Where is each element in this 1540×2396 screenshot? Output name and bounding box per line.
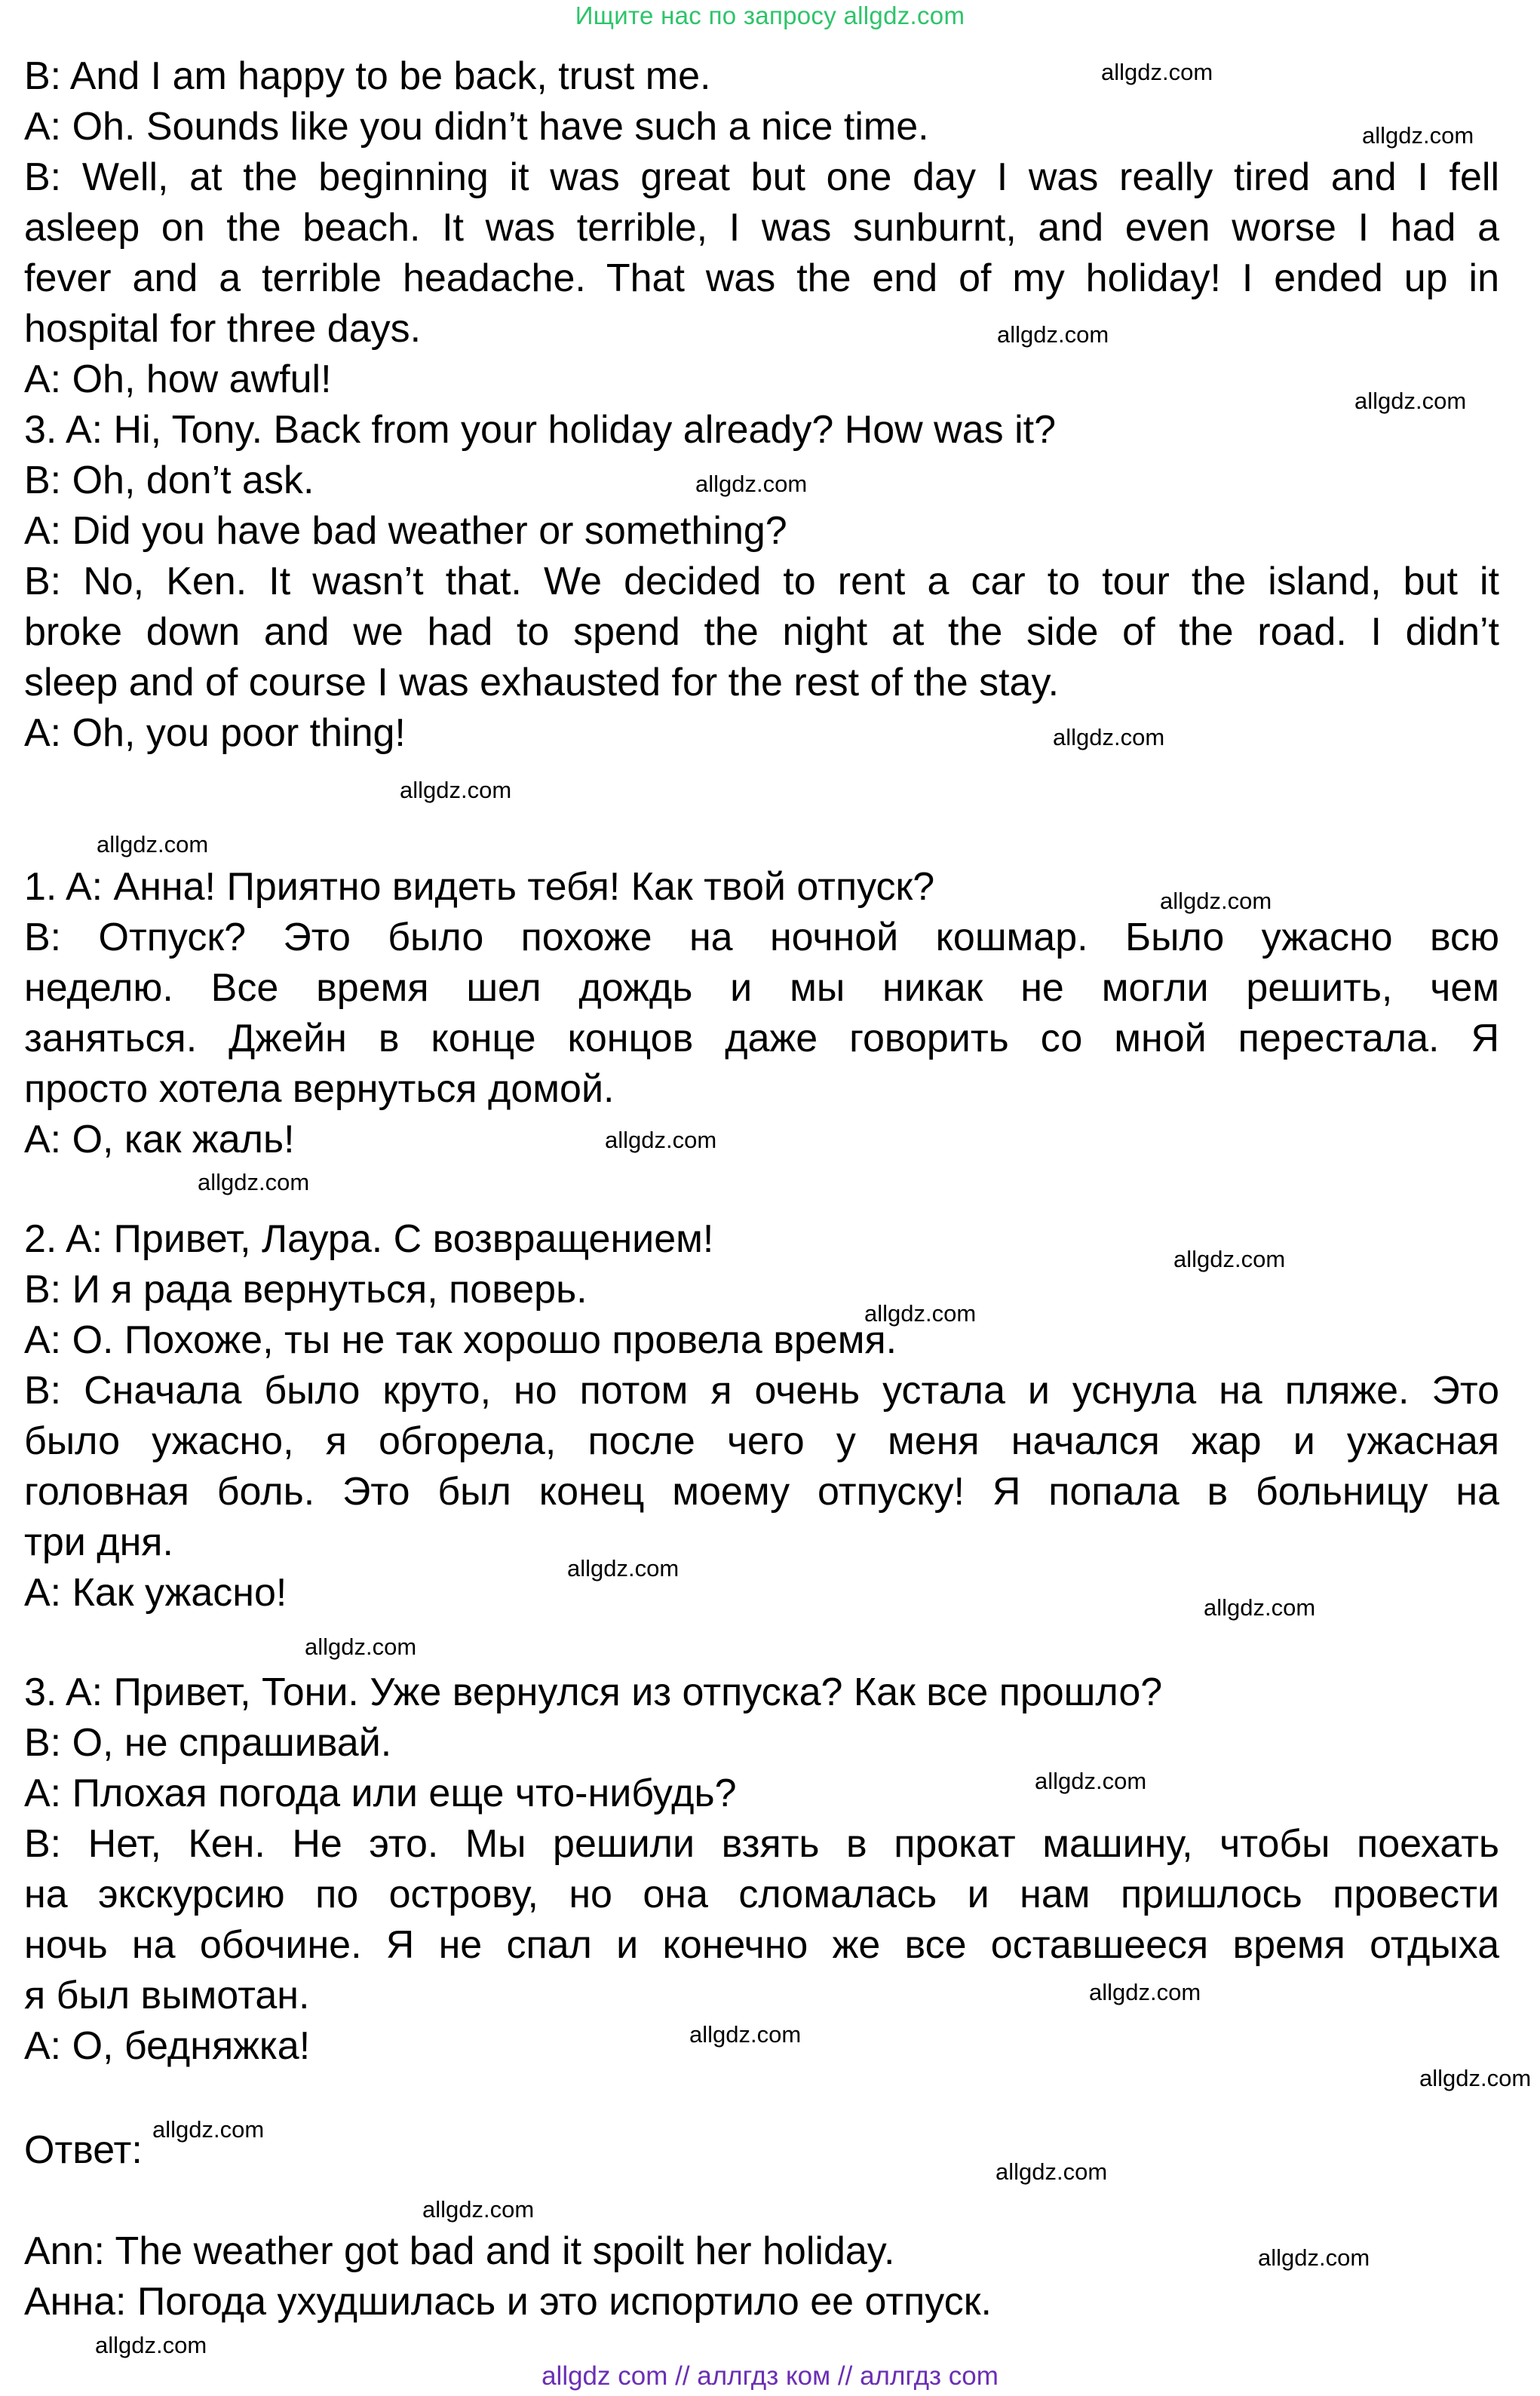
text-line: B: И я рада вернуться, поверь. <box>24 1268 587 1312</box>
footer-links[interactable]: allgdz com // аллгдз ком // аллгдз com <box>541 2361 999 2391</box>
watermark: allgdz.com <box>864 1300 977 1327</box>
answer-heading: Ответ: <box>24 2128 143 2172</box>
watermark: allgdz.com <box>198 1169 310 1195</box>
text-line: на экскурсию по острову, но она сломалась и нам пришлось провести <box>24 1873 1499 1916</box>
text-line: А: О, как жаль! <box>24 1118 295 1161</box>
text-line: A: О. Похоже, ты не так хорошо провела время. <box>24 1318 897 1362</box>
watermark: allgdz.com <box>305 1634 417 1660</box>
watermark: allgdz.com <box>689 2021 802 2048</box>
text-line: три дня. <box>24 1520 173 1564</box>
text-line: B: Отпуск? Это было похоже на ночной кошмар. Было ужасно всю <box>24 916 1499 959</box>
text-line: A: Did you have bad weather or something? <box>24 509 787 553</box>
watermark: allgdz.com <box>1204 1594 1316 1621</box>
text-line: A: О, бедняжка! <box>24 2024 311 2068</box>
watermark: allgdz.com <box>995 2158 1108 2185</box>
text-line: A: Как ужасно! <box>24 1571 287 1615</box>
text-line: я был вымотан. <box>24 1974 310 2017</box>
text-line: ночь на обочине. Я не спал и конечно же все оставшееся время отдыха <box>24 1923 1499 1967</box>
header-link[interactable]: Ищите нас по запросу allgdz.com <box>575 2 965 29</box>
text-line: головная боль. Это был конец моему отпуску! Я попала в больницу на <box>24 1470 1499 1514</box>
watermark: allgdz.com <box>1419 2065 1532 2091</box>
watermark: allgdz.com <box>152 2116 265 2143</box>
text-line: заняться. Джейн в конце концов даже говорить со мной перестала. Я <box>24 1017 1499 1060</box>
watermark: allgdz.com <box>422 2196 535 2223</box>
watermark: allgdz.com <box>1101 59 1213 85</box>
watermark: allgdz.com <box>605 1127 717 1153</box>
watermark: allgdz.com <box>1362 122 1474 149</box>
text-line: 1. A: Анна! Приятно видеть тебя! Как твой отпуск? <box>24 865 935 909</box>
watermark: allgdz.com <box>1053 724 1165 750</box>
text-line: B: Нет, Кен. Не это. Мы решили взять в прокат машину, чтобы поехать <box>24 1822 1499 1866</box>
watermark: allgdz.com <box>1354 388 1467 414</box>
answer-line: Анна: Погода ухудшилась и это испортило ее отпуск. <box>24 2280 992 2324</box>
watermark: allgdz.com <box>1089 1979 1201 2005</box>
text-line: A: Oh, how awful! <box>24 357 332 401</box>
text-line: B: Oh, don’t ask. <box>24 459 314 502</box>
text-line: 3. A: Hi, Tony. Back from your holiday already? How was it? <box>24 408 1057 452</box>
watermark: allgdz.com <box>1173 1246 1286 1272</box>
watermark: allgdz.com <box>400 777 512 803</box>
watermark: allgdz.com <box>95 2332 207 2358</box>
text-line: 3. A: Привет, Тони. Уже вернулся из отпуска? Как все прошло? <box>24 1670 1163 1714</box>
text-line: hospital for three days. <box>24 307 422 351</box>
watermark: allgdz.com <box>997 321 1109 348</box>
text-line: было ужасно, я обгорела, после чего у меня начался жар и ужасная <box>24 1419 1499 1463</box>
text-line: B: Well, at the beginning it was great but one day I was really tired and I fell <box>24 155 1499 199</box>
answer-line: Ann: The weather got bad and it spoilt her holiday. <box>24 2229 895 2273</box>
text-line: неделю. Все время шел дождь и мы никак не могли решить, чем <box>24 966 1499 1010</box>
watermark: allgdz.com <box>695 471 808 497</box>
watermark: allgdz.com <box>1160 888 1272 914</box>
text-line: B: Сначала было круто, но потом я очень устала и уснула на пляже. Это <box>24 1369 1499 1413</box>
text-line: sleep and of course I was exhausted for the rest of the stay. <box>24 661 1060 704</box>
text-line: просто хотела вернуться домой. <box>24 1067 615 1111</box>
text-line: B: О, не спрашивай. <box>24 1721 392 1765</box>
watermark: allgdz.com <box>97 831 209 857</box>
text-line: fever and a terrible headache. That was the end of my holiday! I ended up in <box>24 256 1499 300</box>
text-line: B: And I am happy to be back, trust me. <box>24 54 711 98</box>
text-line: A: Плохая погода или еще что-нибудь? <box>24 1772 737 1815</box>
text-line: A: Oh, you poor thing! <box>24 711 406 755</box>
text-line: B: No, Ken. It wasn’t that. We decided to rent a car to tour the island, but it <box>24 560 1499 603</box>
text-line: asleep on the beach. It was terrible, I was sunburnt, and even worse I had a <box>24 206 1499 250</box>
text-line: 2. A: Привет, Лаура. С возвращением! <box>24 1217 714 1261</box>
text-line: broke down and we had to spend the night at the side of the road. I didn’t <box>24 610 1499 654</box>
watermark: allgdz.com <box>567 1555 680 1581</box>
text-line: A: Oh. Sounds like you didn’t have such a nice time. <box>24 105 929 149</box>
watermark: allgdz.com <box>1035 1768 1147 1794</box>
watermark: allgdz.com <box>1258 2244 1370 2271</box>
